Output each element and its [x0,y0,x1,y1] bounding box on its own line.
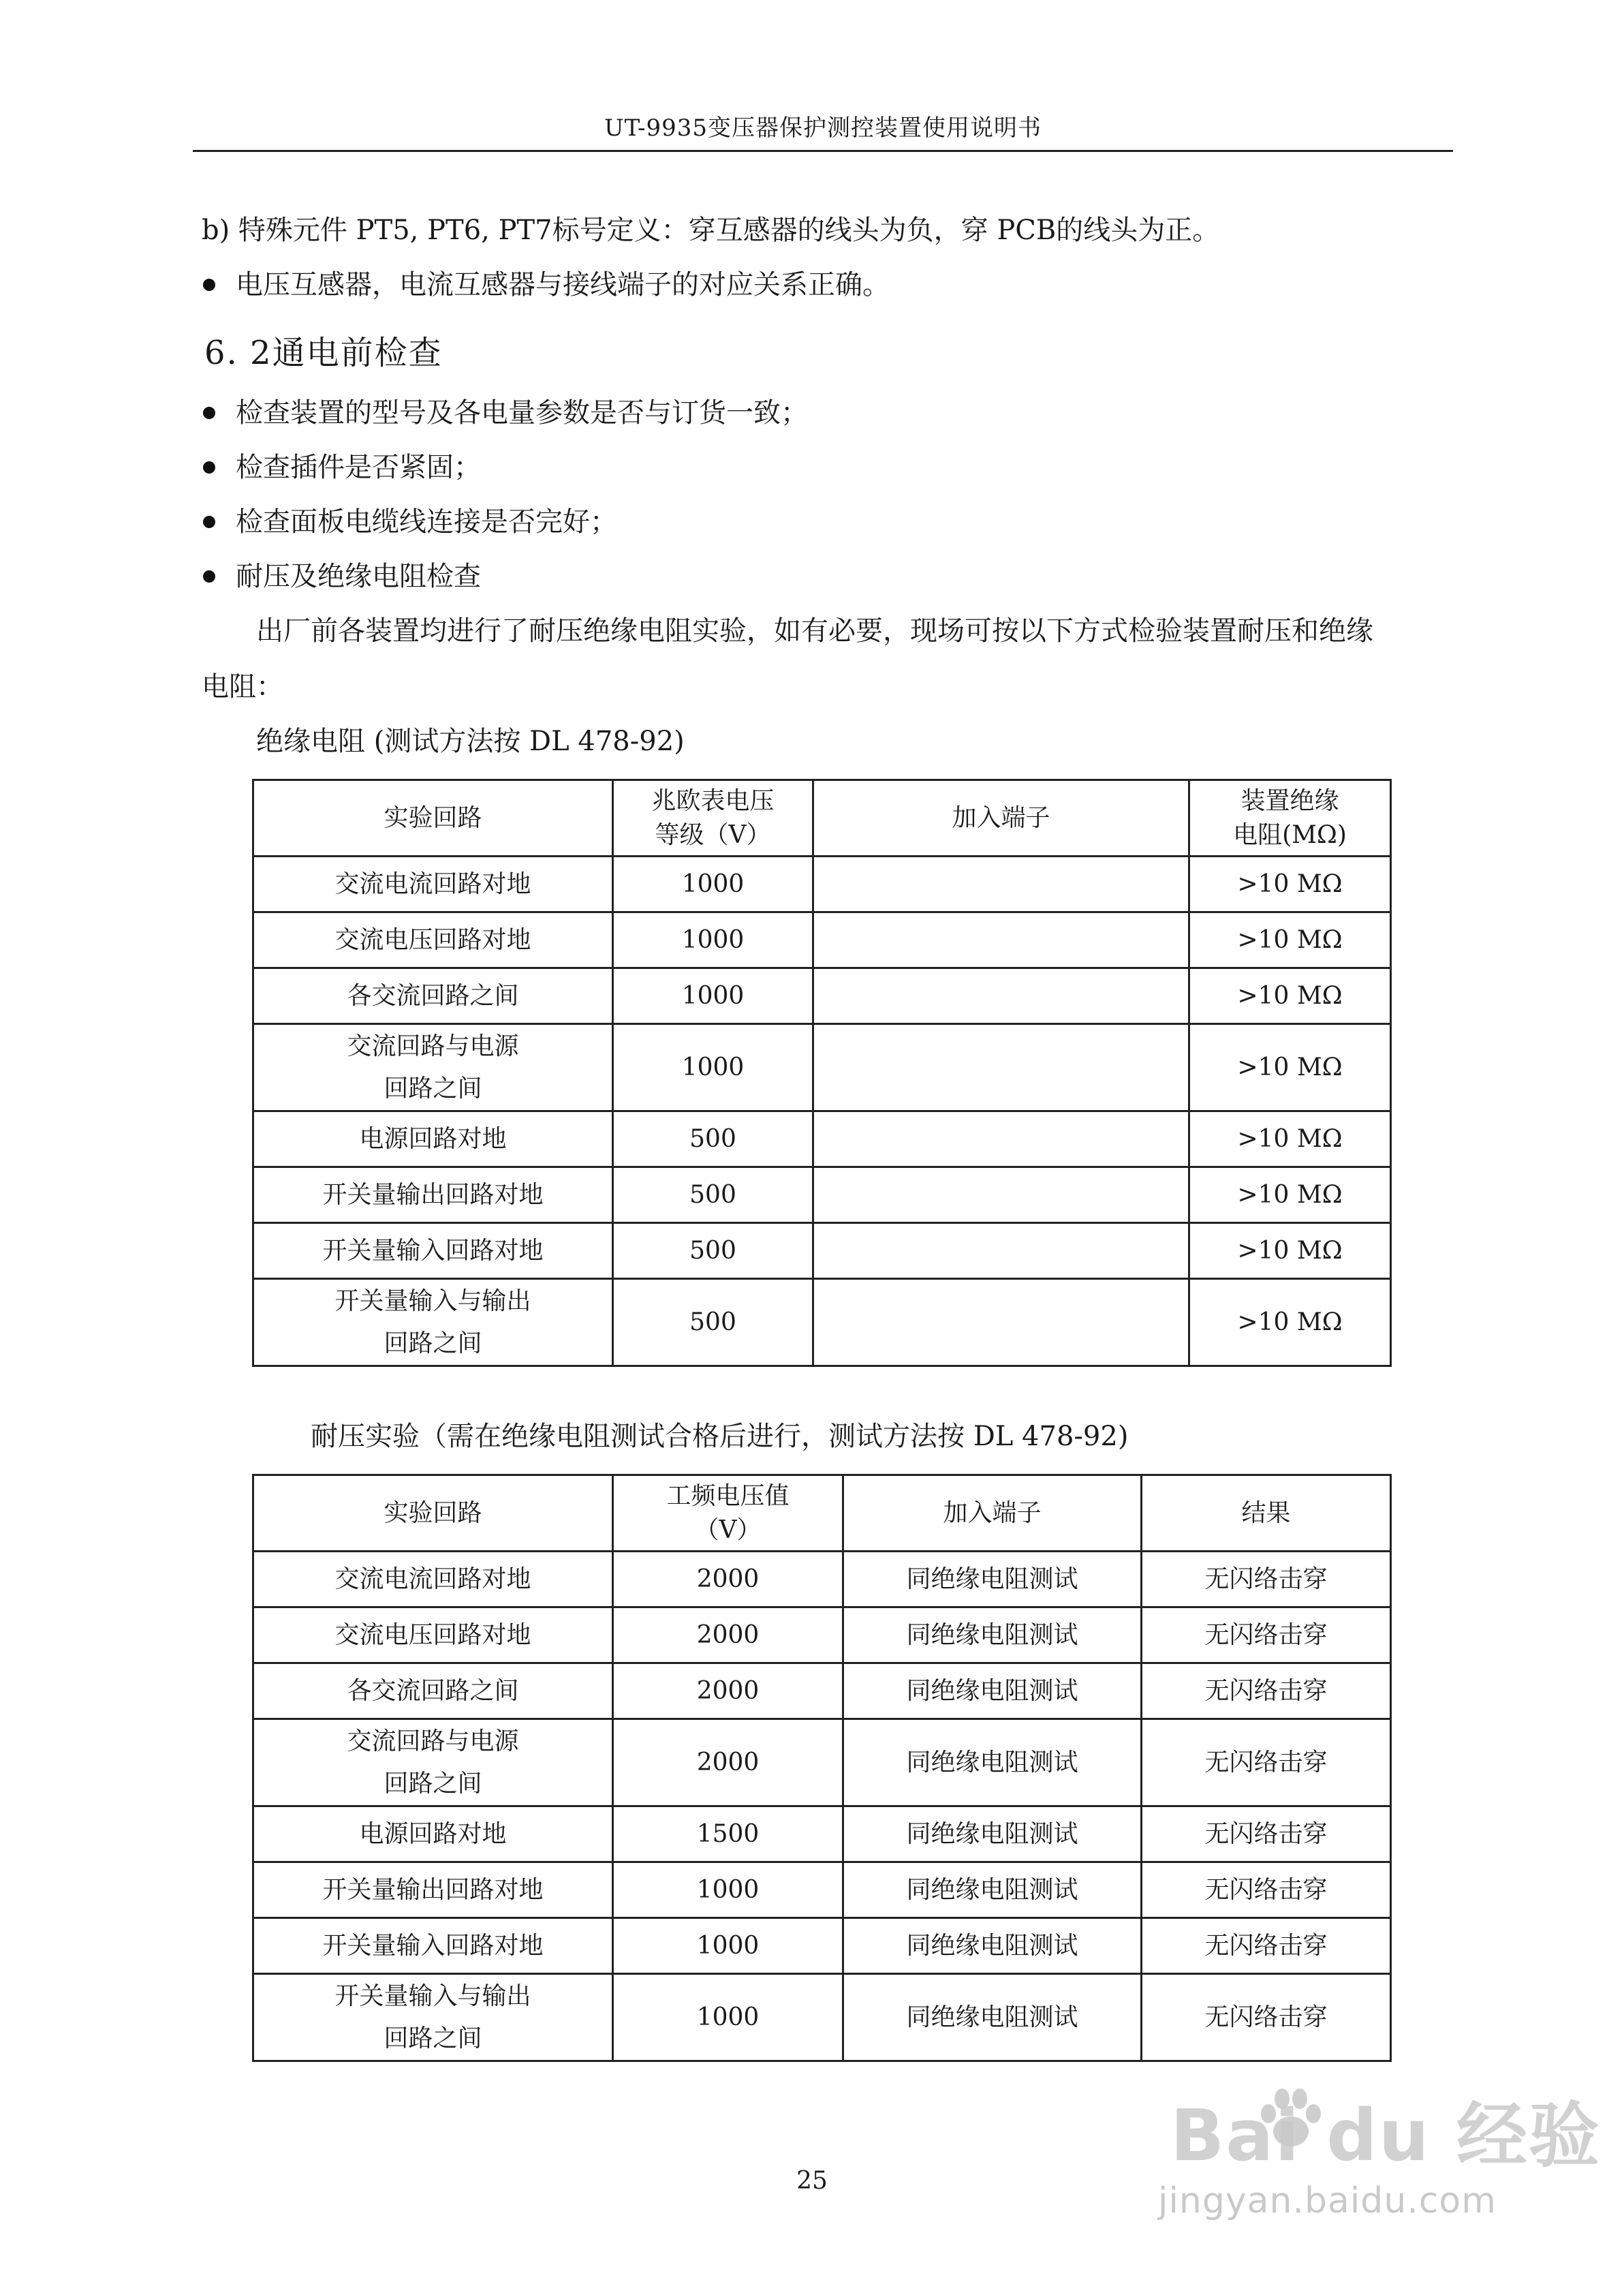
check-item-3: 检查面板电缆线连接是否完好； [236,506,617,538]
table-cell: 同绝缘电阻测试 [843,1719,1142,1806]
table-cell: 500 [613,1223,813,1279]
bullet-text-1: 电压互感器，电流互感器与接线端子的对应关系正确。 [236,269,890,301]
table-row [253,1974,1391,2061]
table-cell: 同绝缘电阻测试 [843,1806,1142,1862]
table-cell: >10 MΩ [1189,1223,1391,1279]
table-cell [813,1111,1189,1167]
table-cell: 交流电流回路对地 [253,857,613,912]
table-cell: 无闪络击穿 [1142,1862,1391,1918]
table-cell: 无闪络击穿 [1142,1806,1391,1862]
table-cell [813,1223,1189,1279]
table-cell: 开关量输出回路对地 [253,1862,613,1918]
table-cell: 交流电流回路对地 [253,1552,613,1607]
bullet-icon [203,516,215,528]
table-cell: >10 MΩ [1189,1167,1391,1223]
table-cell: 1000 [613,857,813,912]
table2-header-cell: 加入端子 [843,1475,1142,1552]
table-row [253,1552,1391,1607]
table-cell: 2000 [613,1552,843,1607]
table2-header-cell: 实验回路 [253,1475,613,1552]
table-row [253,968,1391,1024]
table-cell: 无闪络击穿 [1142,1607,1391,1663]
table-cell: 同绝缘电阻测试 [843,1862,1142,1918]
table-cell: 1000 [613,968,813,1024]
item-b-text: b) 特殊元件 PT5, PT6, PT7标号定义：穿互感器的线头为负，穿 PCB的线头为正。 [202,215,1220,246]
table-row [253,912,1391,968]
table2-header-cell: 结果 [1142,1475,1391,1552]
table-cell: 开关量输入回路对地 [253,1918,613,1974]
table1-header-cell: 兆欧表电压 等级（V） [613,780,813,857]
table-cell: 同绝缘电阻测试 [843,1974,1142,2061]
table-row [253,1862,1391,1918]
table-cell [813,1024,1189,1111]
table-row [253,1111,1391,1167]
table-cell: 2000 [613,1663,843,1719]
table-row [253,1607,1391,1663]
table-cell: 开关量输入与输出 回路之间 [253,1974,613,2061]
table-cell: 1000 [613,912,813,968]
header-rule [193,150,1453,152]
table-cell [813,857,1189,912]
table-cell: 开关量输入回路对地 [253,1223,613,1279]
table2-caption: 耐压实验（需在绝缘电阻测试合格后进行，测试方法按 DL 478-92) [311,1421,1129,1452]
bullet-icon [203,279,215,291]
table-row [253,1719,1391,1806]
table-cell: 无闪络击穿 [1142,1552,1391,1607]
table-cell: 1000 [613,1918,843,1974]
table-cell: 同绝缘电阻测试 [843,1552,1142,1607]
table-cell [813,912,1189,968]
table-cell: >10 MΩ [1189,968,1391,1024]
table-row [253,1024,1391,1111]
table1-header-cell: 实验回路 [253,780,613,857]
table-cell: 500 [613,1167,813,1223]
table-row [253,1223,1391,1279]
page-number: 25 [796,2167,828,2195]
table-cell: >10 MΩ [1189,857,1391,912]
table-row [253,1918,1391,1974]
table-row [253,857,1391,912]
table-cell: 无闪络击穿 [1142,1974,1391,2061]
paragraph-line-1: 出厂前各装置均进行了耐压绝缘电阻实验，如有必要，现场可按以下方式检验装置耐压和绝缘 [256,615,1373,647]
table1-header-cell: 加入端子 [813,780,1189,857]
table-cell: 无闪络击穿 [1142,1719,1391,1806]
watermark-url: jingyan.baidu.com [1158,2181,1497,2221]
table-cell: >10 MΩ [1189,1024,1391,1111]
table-cell: 无闪络击穿 [1142,1663,1391,1719]
table-cell: 同绝缘电阻测试 [843,1918,1142,1974]
table-cell: 2000 [613,1719,843,1806]
check-item-2: 检查插件是否紧固； [236,452,481,483]
table-cell: 无闪络击穿 [1142,1918,1391,1974]
paragraph-line-2: 电阻： [202,671,283,703]
table-cell: 开关量输入与输出 回路之间 [253,1279,613,1366]
withstand-voltage-table [252,1474,1392,2062]
check-item-4: 耐压及绝缘电阻检查 [236,561,481,592]
table-cell: >10 MΩ [1189,1111,1391,1167]
table-cell: 1000 [613,1862,843,1918]
table-cell: 开关量输出回路对地 [253,1167,613,1223]
table-row [253,1663,1391,1719]
insulation-resistance-table [252,779,1392,1367]
table-cell: >10 MΩ [1189,1279,1391,1366]
document-header-title: UT-9935变压器保护测控装置使用说明书 [604,114,1042,142]
table2-header-cell: 工频电压值 （V） [613,1475,843,1552]
table-cell: 交流回路与电源 回路之间 [253,1024,613,1111]
table-cell: 500 [613,1111,813,1167]
bullet-icon [203,461,215,474]
table-cell: 1000 [613,1024,813,1111]
table1-caption: 绝缘电阻 (测试方法按 DL 478-92) [256,726,685,757]
table-cell: 2000 [613,1607,843,1663]
table-row [253,1167,1391,1223]
table-cell [813,1167,1189,1223]
table-cell: 电源回路对地 [253,1806,613,1862]
table-cell: 500 [613,1279,813,1366]
watermark-brand: Bai du 经验 [1170,2094,1601,2177]
table-cell: 交流电压回路对地 [253,1607,613,1663]
table-cell: 各交流回路之间 [253,1663,613,1719]
table-cell: 同绝缘电阻测试 [843,1663,1142,1719]
table-cell: 1000 [613,1974,843,2061]
table-cell: 电源回路对地 [253,1111,613,1167]
check-item-1: 检查装置的型号及各电量参数是否与订货一致； [236,397,808,429]
table-cell: 各交流回路之间 [253,968,613,1024]
bullet-icon [203,407,215,419]
table-row [253,1806,1391,1862]
table-cell: 交流回路与电源 回路之间 [253,1719,613,1806]
table-cell: 同绝缘电阻测试 [843,1607,1142,1663]
table-row [253,1279,1391,1366]
section-title: 6. 2通电前检查 [204,334,443,372]
bullet-icon [203,570,215,583]
table-cell: >10 MΩ [1189,912,1391,968]
table1-header-cell: 装置绝缘 电阻(MΩ) [1189,780,1391,857]
table-cell: 交流电压回路对地 [253,912,613,968]
table-cell [813,968,1189,1024]
table-cell [813,1279,1189,1366]
table-cell: 1500 [613,1806,843,1862]
